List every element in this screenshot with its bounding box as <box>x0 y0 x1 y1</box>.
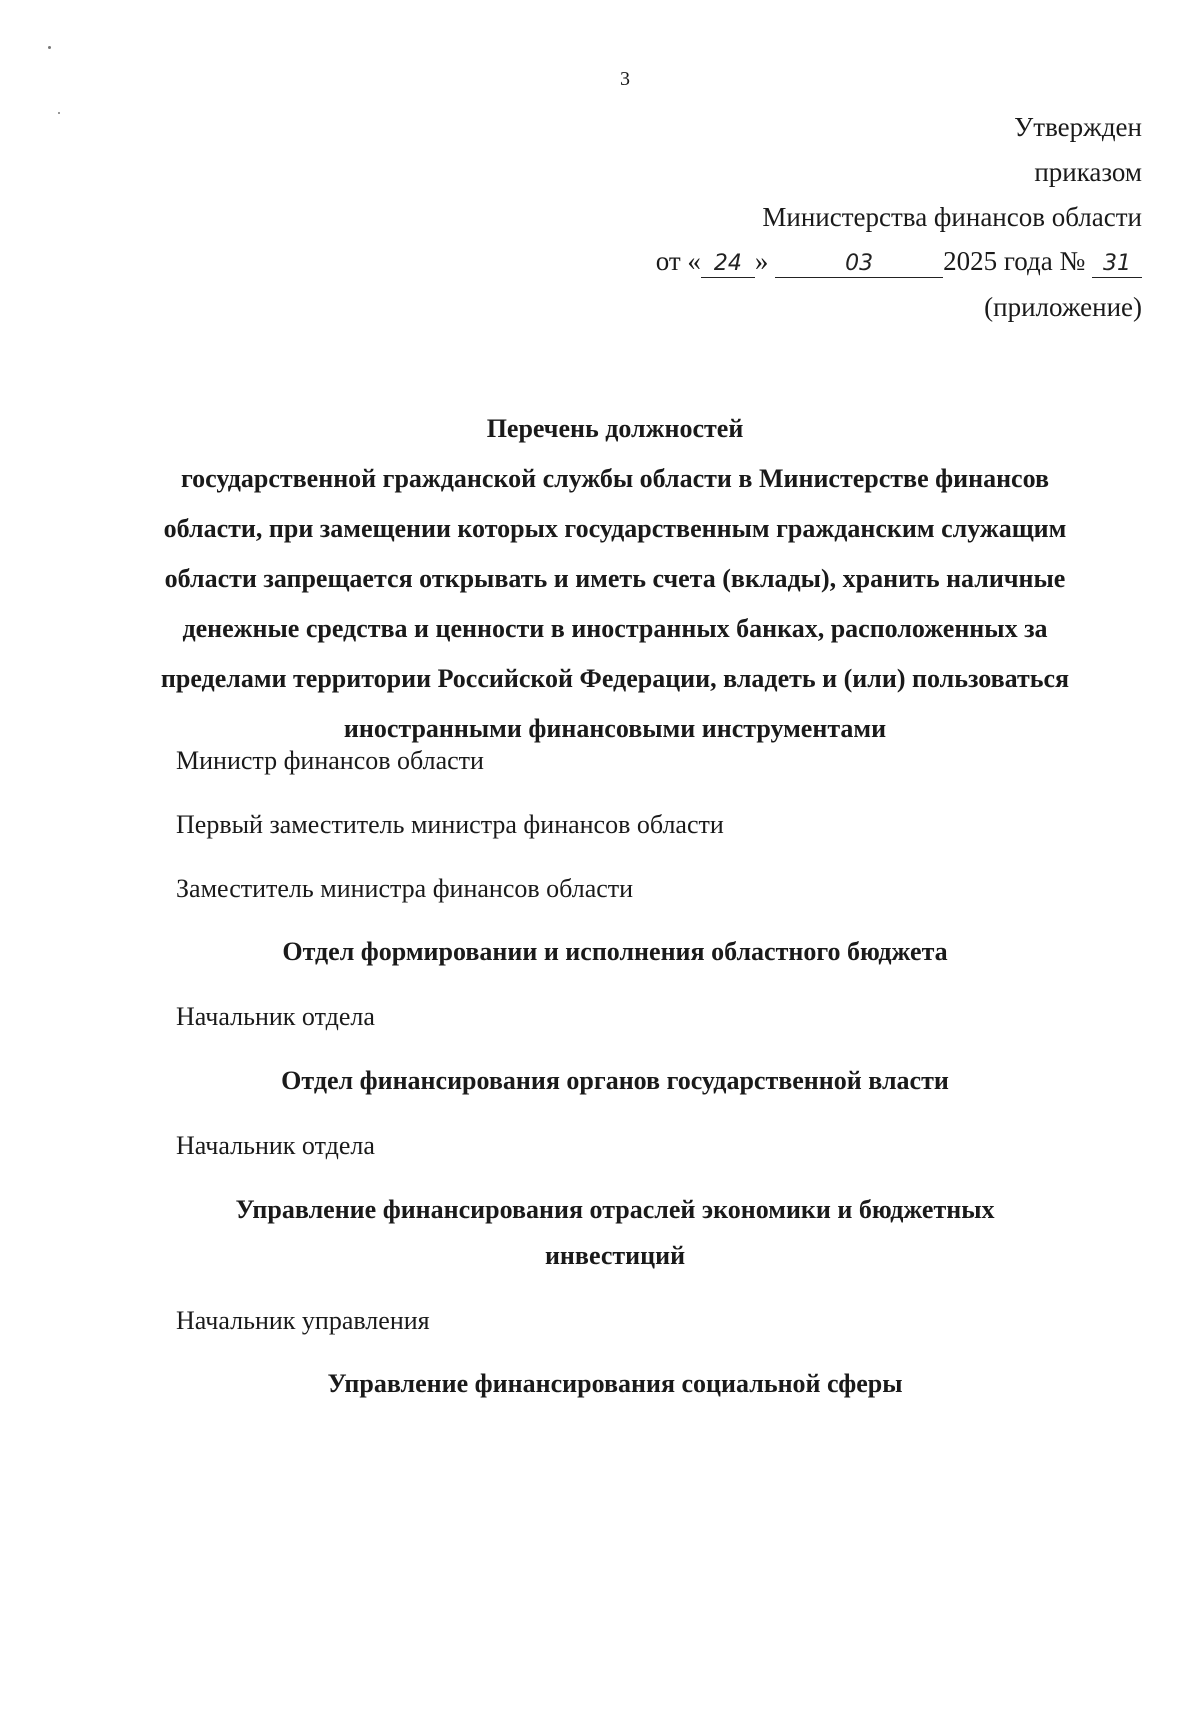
section-heading-government-financing: Отдел финансирования органов государственной власти <box>281 1066 949 1095</box>
date-year-text: 2025 года № <box>943 246 1086 276</box>
position-deputy: Заместитель министра финансов области <box>176 874 634 903</box>
date-prefix: от « <box>655 246 701 276</box>
section-heading-economy-financing-cont: инвестиций <box>544 1241 686 1270</box>
order-number-field: 31 <box>1092 251 1142 278</box>
approval-line-approved: Утвержден <box>1014 112 1142 142</box>
title-line: иностранными финансовыми инструментами <box>343 714 887 743</box>
section-heading-economy-financing: Управление финансирования отраслей экономики и бюджетных <box>235 1195 995 1224</box>
title-line: области запрещается открывать и иметь счета (вклады), хранить наличные <box>164 564 1066 593</box>
document-title <box>110 404 1120 754</box>
title-line: денежные средства и ценности в иностранных банках, расположенных за <box>182 614 1048 643</box>
approval-line-order: приказом <box>1034 157 1142 187</box>
page-number: 3 <box>620 68 630 90</box>
position-department-head: Начальник отдела <box>176 1002 375 1031</box>
approval-line-ministry: Министерства финансов области <box>762 202 1142 232</box>
title-line: области, при замещении которых государственным гражданским служащим <box>163 514 1067 543</box>
date-day-close: » <box>754 246 769 276</box>
position-first-deputy: Первый заместитель министра финансов области <box>176 810 724 839</box>
scan-speck <box>48 46 51 49</box>
title-line: государственной гражданской службы области в Министерстве финансов <box>181 464 1049 493</box>
title-line: пределами территории Российской Федерации, владеть и (или) пользоваться <box>160 664 1070 693</box>
section-heading-budget-formation: Отдел формировании и исполнения областного бюджета <box>282 937 948 966</box>
date-day-field: 24 <box>701 251 755 278</box>
title-line: Перечень должностей <box>486 414 744 443</box>
section-heading-social-financing: Управление финансирования социальной сферы <box>327 1369 903 1398</box>
position-division-head: Начальник управления <box>176 1306 430 1335</box>
approval-line-appendix: (приложение) <box>984 292 1142 322</box>
scan-speck <box>58 112 60 114</box>
date-month-field: 03 <box>775 251 943 278</box>
position-minister: Министр финансов области <box>176 746 484 775</box>
approval-line-date <box>656 246 1142 278</box>
position-department-head: Начальник отдела <box>176 1131 375 1160</box>
